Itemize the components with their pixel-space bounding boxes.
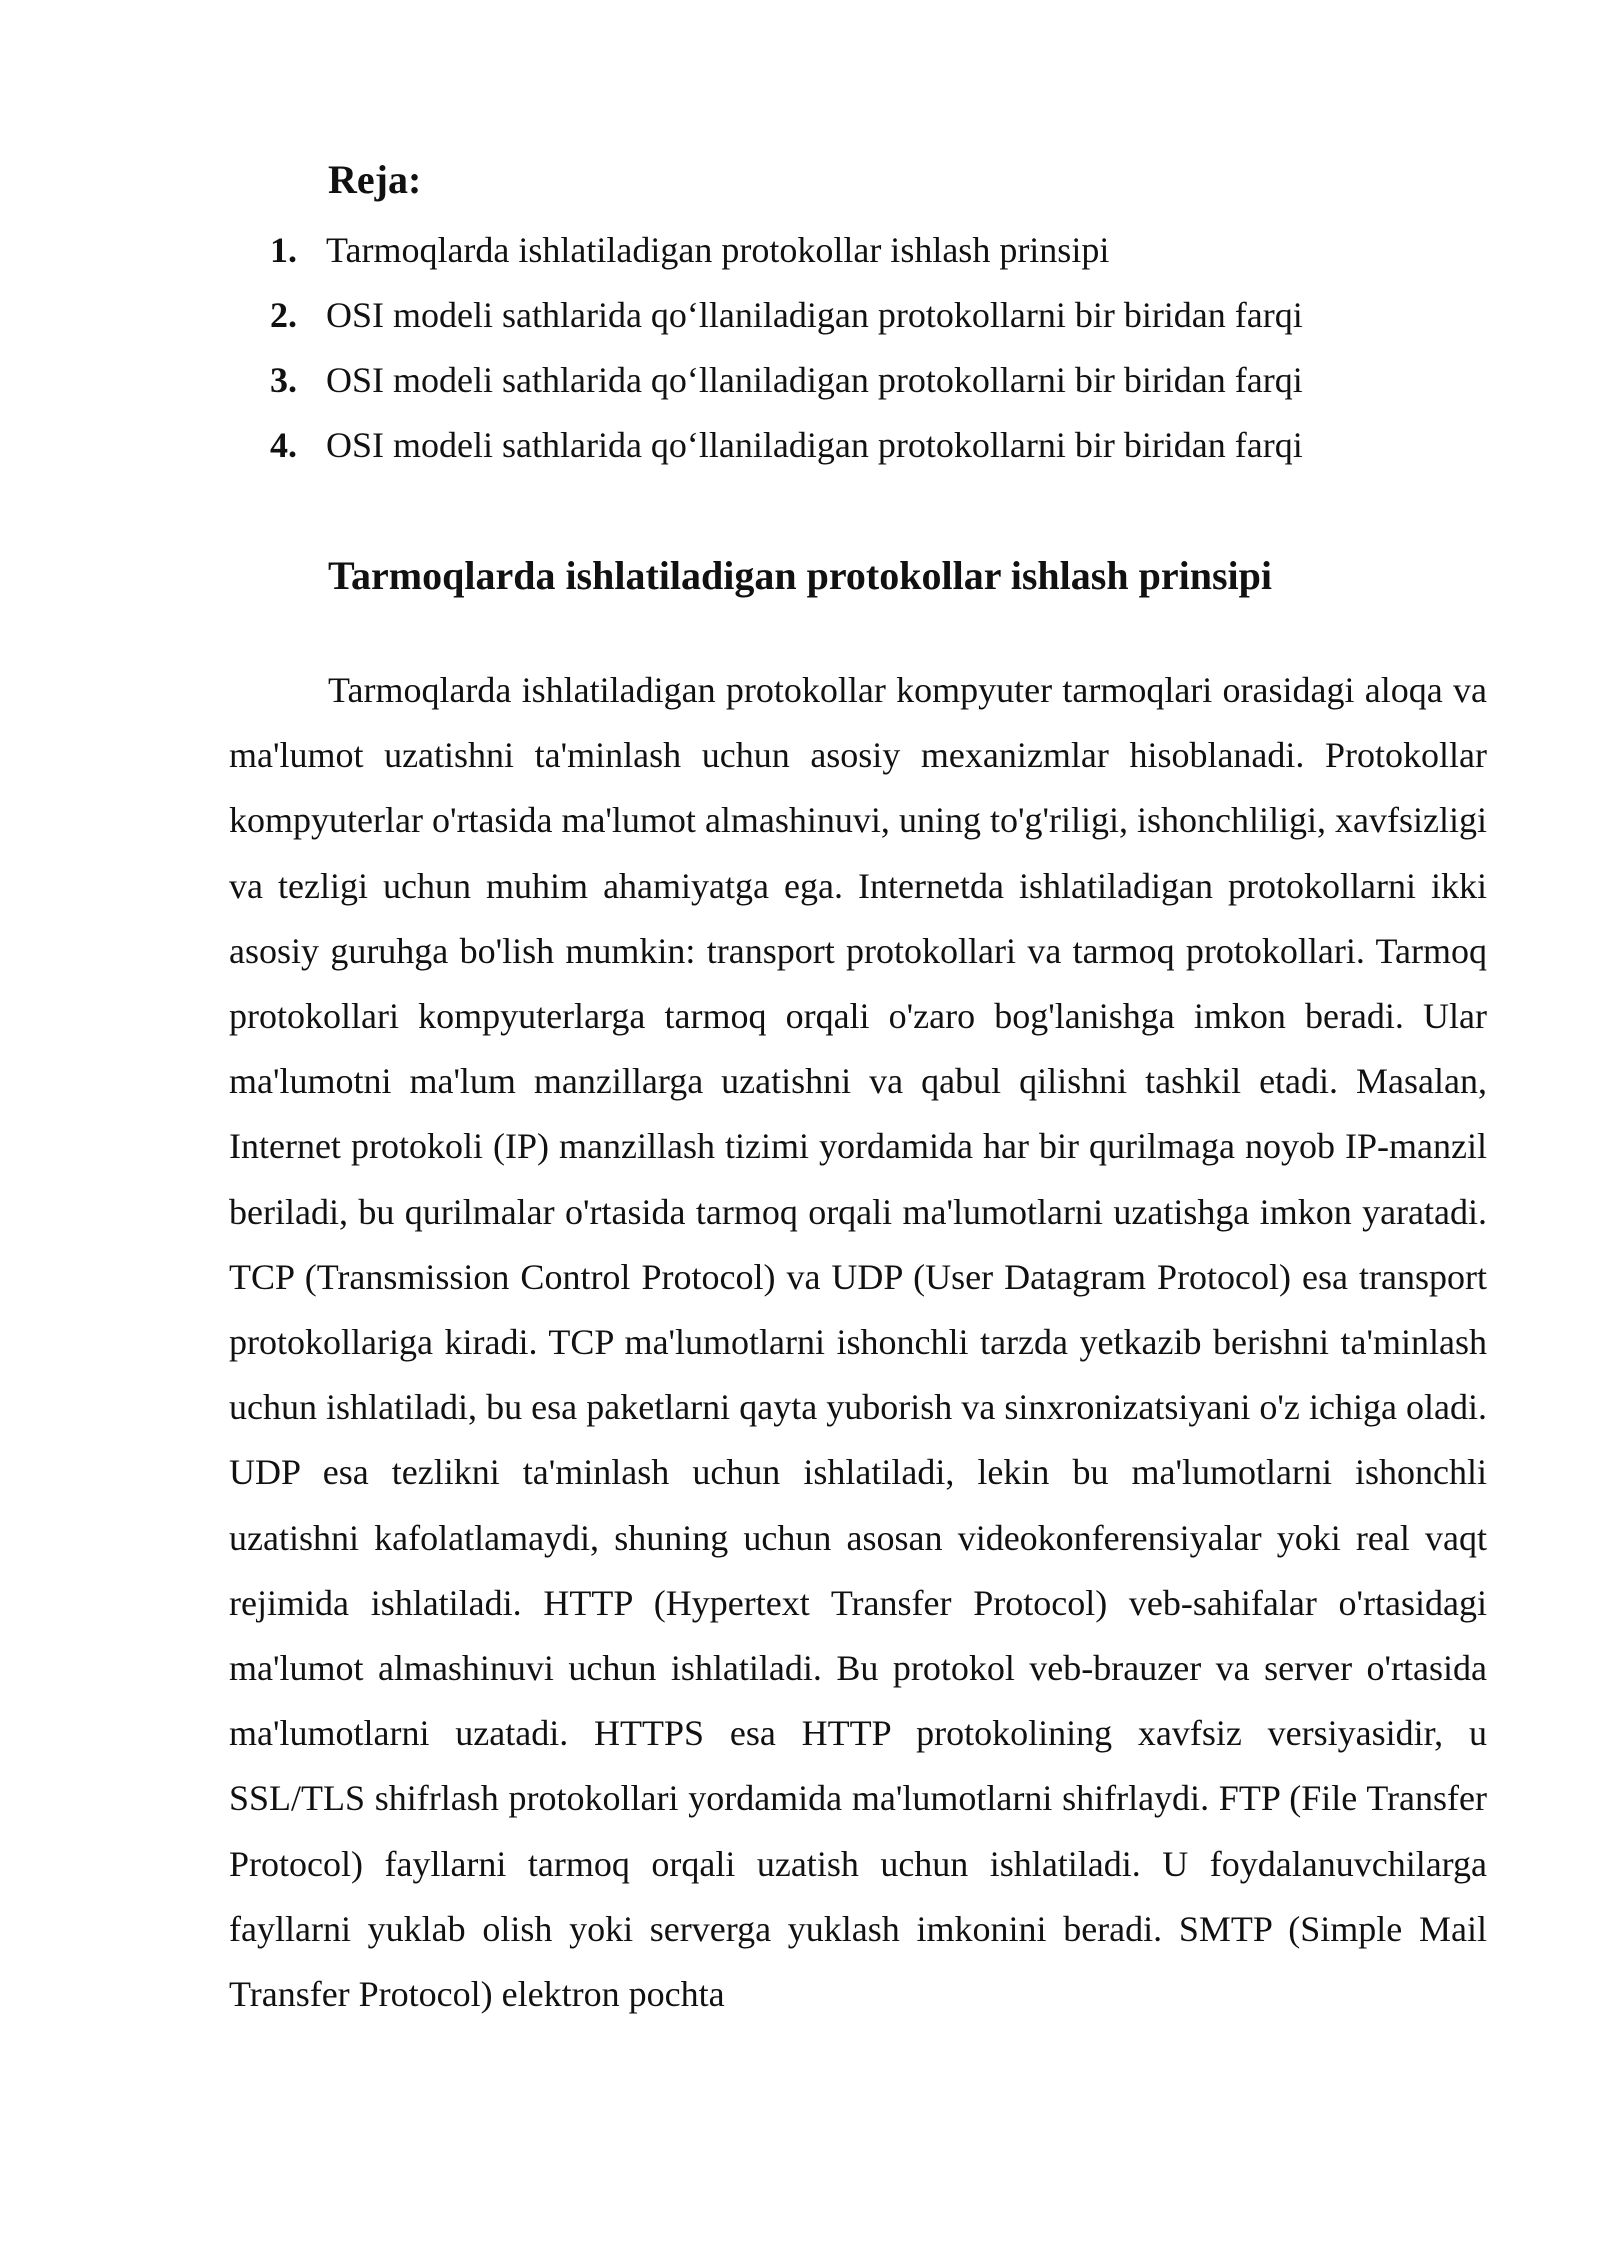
- plan-item-number: 4.: [270, 425, 297, 465]
- plan-item-text: OSI modeli sathlarida qo‘llaniladigan protokollarni bir biridan farqi: [326, 425, 1303, 465]
- plan-item: [270, 348, 1303, 413]
- plan-item: [270, 413, 1303, 478]
- plan-title: Reja:: [328, 157, 422, 202]
- body-paragraph: Tarmoqlarda ishlatiladigan protokollar kompyuter tarmoqlari orasidagi aloqa va ma'lumot uzatishni ta'minlash uchun asosiy mexanizmlar hisoblanadi. Protokollar kompyuterlar o'rtasida ma'lumot almashinuvi, uning to'g'riligi, ishonchliligi, xavfsizligi va tezligi uchun muhim ahamiyatga ega. Internetda ishlatiladigan protokollarni ikki asosiy guruhga bo'lish mumkin: transport protokollari va tarmoq protokollari. Tarmoq protokollari kompyuterlarga tarmoq orqali o'zaro bog'lanishga imkon beradi. Ular ma'lumotni ma'lum manzillarga uzatishni va qabul qilishni tashkil etadi. Masalan, Internet protokoli (IP) manzillash tizimi yordamida har bir qurilmaga noyob IP-manzil beriladi, bu qurilmalar o'rtasida tarmoq orqali ma'lumotlarni uzatishga imkon yaratadi. TCP (Transmission Control Protocol) va UDP (User Datagram Protocol) esa transport protokollariga kiradi. TCP ma'lumotlarni ishonchli tarzda yetkazib berishni ta'minlash uchun ishlatiladi, bu esa paketlarni qayta yuborish va sinxronizatsiyani o'z ichiga oladi. UDP esa tezlikni ta'minlash uchun ishlatiladi, lekin bu ma'lumotlarni ishonchli uzatishni kafolatlamaydi, shuning uchun asosan videokonferensiyalar yoki real vaqt rejimida ishlatiladi. HTTP (Hypertext Transfer Protocol) veb-sahifalar o'rtasidagi ma'lumot almashinuvi uchun ishlatiladi. Bu protokol veb-brauzer va server o'rtasida ma'lumotlarni uzatadi. HTTPS esa HTTP protokolining xavfsiz versiyasidir, u SSL/TLS shifrlash protokollari yordamida ma'lumotlarni shifrlaydi. FTP (File Transfer Protocol) fayllarni tarmoq orqali uzatish uchun ishlatiladi. U foydalanuvchilarga fayllarni yuklab olish yoki serverga yuklash imkonini beradi. SMTP (Simple Mail Transfer Protocol) elektron pochta: [229, 670, 1487, 2015]
- plan-item-text: OSI modeli sathlarida qo‘llaniladigan protokollarni bir biridan farqi: [326, 295, 1303, 335]
- plan-item-number: 1.: [270, 230, 297, 270]
- plan-item: [270, 283, 1303, 348]
- plan-item-text: Tarmoqlarda ishlatiladigan protokollar ishlash prinsipi: [326, 230, 1110, 270]
- section-heading: Tarmoqlarda ishlatiladigan protokollar ishlash prinsipi: [328, 553, 1272, 598]
- plan-item-number: 2.: [270, 295, 297, 335]
- plan-list: [270, 218, 1303, 478]
- plan-item: [270, 218, 1303, 283]
- plan-item-text: OSI modeli sathlarida qo‘llaniladigan protokollarni bir biridan farqi: [326, 360, 1303, 400]
- plan-item-number: 3.: [270, 360, 297, 400]
